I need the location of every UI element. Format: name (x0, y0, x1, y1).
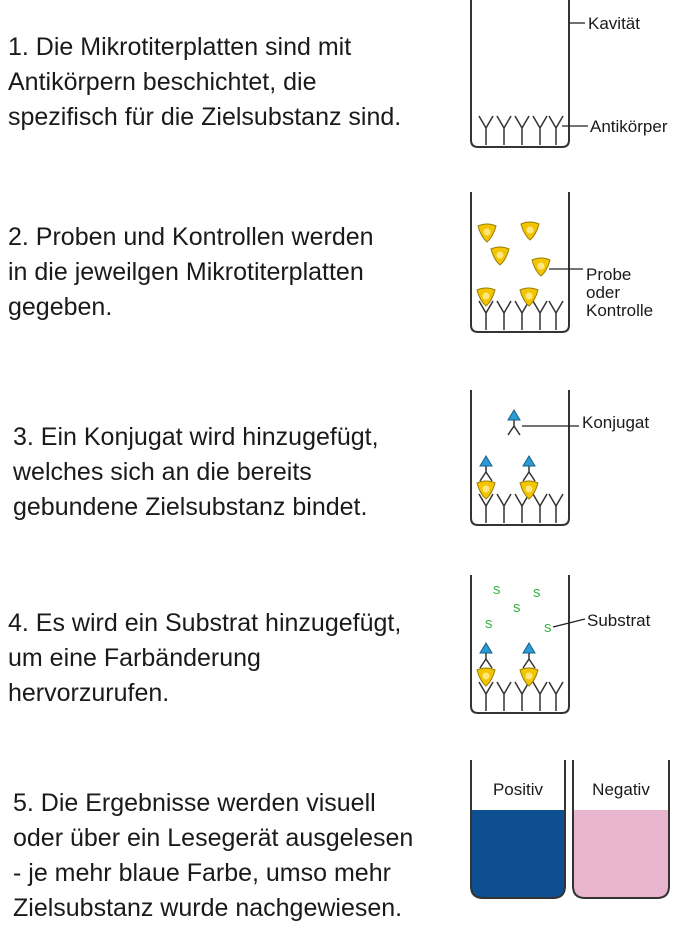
well-1 (471, 0, 668, 147)
substrate-glyph: s (493, 581, 501, 598)
label-probe-line-1: Probe (586, 265, 632, 284)
step-4-text: 4. Es wird ein Substrat hinzugefügt, um eine Farbänderung hervorzurufen. (8, 609, 402, 707)
well-2-free-antigens (478, 222, 550, 276)
well-2-antibodies (479, 301, 563, 330)
substrate-glyph: s (544, 619, 552, 636)
step-2-text: 2. Proben und Kontrollen werden in die jeweilgen Mikrotiterplatten gegeben. (8, 223, 374, 321)
well-3-free-conjugate (508, 410, 520, 435)
step-5-text: 5. Die Ergebnisse werden visuell oder über ein Lesegerät ausgelesen - je mehr blaue Farbe, umso mehr Zielsubstanz wurde nachgewiesen. (13, 789, 414, 922)
well-2-bound-antigens (477, 288, 538, 306)
label-probe-line-2: oder (586, 283, 621, 302)
well-3-antibodies (479, 494, 563, 523)
label-konjugat: Konjugat (582, 413, 650, 432)
substrate-molecules (485, 581, 552, 636)
well-4 (471, 575, 651, 713)
substrate-glyph: s (485, 615, 493, 632)
result-wells (471, 760, 669, 898)
step-3-text: 3. Ein Konjugat wird hinzugefügt, welches sich an die bereits gebundene Zielsubstanz bindet. (13, 423, 379, 521)
label-negativ: Negativ (592, 780, 650, 799)
substrate-glyph: s (513, 599, 521, 616)
label-substrat: Substrat (587, 611, 651, 630)
substrate-glyph: s (533, 584, 541, 601)
well-4-bound-antigens (477, 668, 538, 686)
well-1-antibodies (479, 116, 563, 145)
label-kavitaet: Kavität (588, 14, 640, 33)
label-positiv: Positiv (492, 780, 544, 799)
negative-fill (573, 810, 669, 898)
well-3-bound-antigens (477, 481, 538, 499)
well-4-antibodies (479, 682, 563, 711)
label-antikoerper: Antikörper (590, 117, 668, 136)
label-probe-line-3: Kontrolle (586, 301, 654, 320)
well-3-bound-conjugates (480, 456, 535, 481)
positive-fill (471, 810, 565, 898)
well-2 (471, 192, 653, 332)
well-4-bound-conjugates (480, 643, 535, 668)
step-1-text: 1. Die Mikrotiterplatten sind mit Antikörpern beschichtet, die spezifisch für die Zielsubstanz sind. (8, 33, 402, 131)
well-3 (471, 390, 649, 525)
